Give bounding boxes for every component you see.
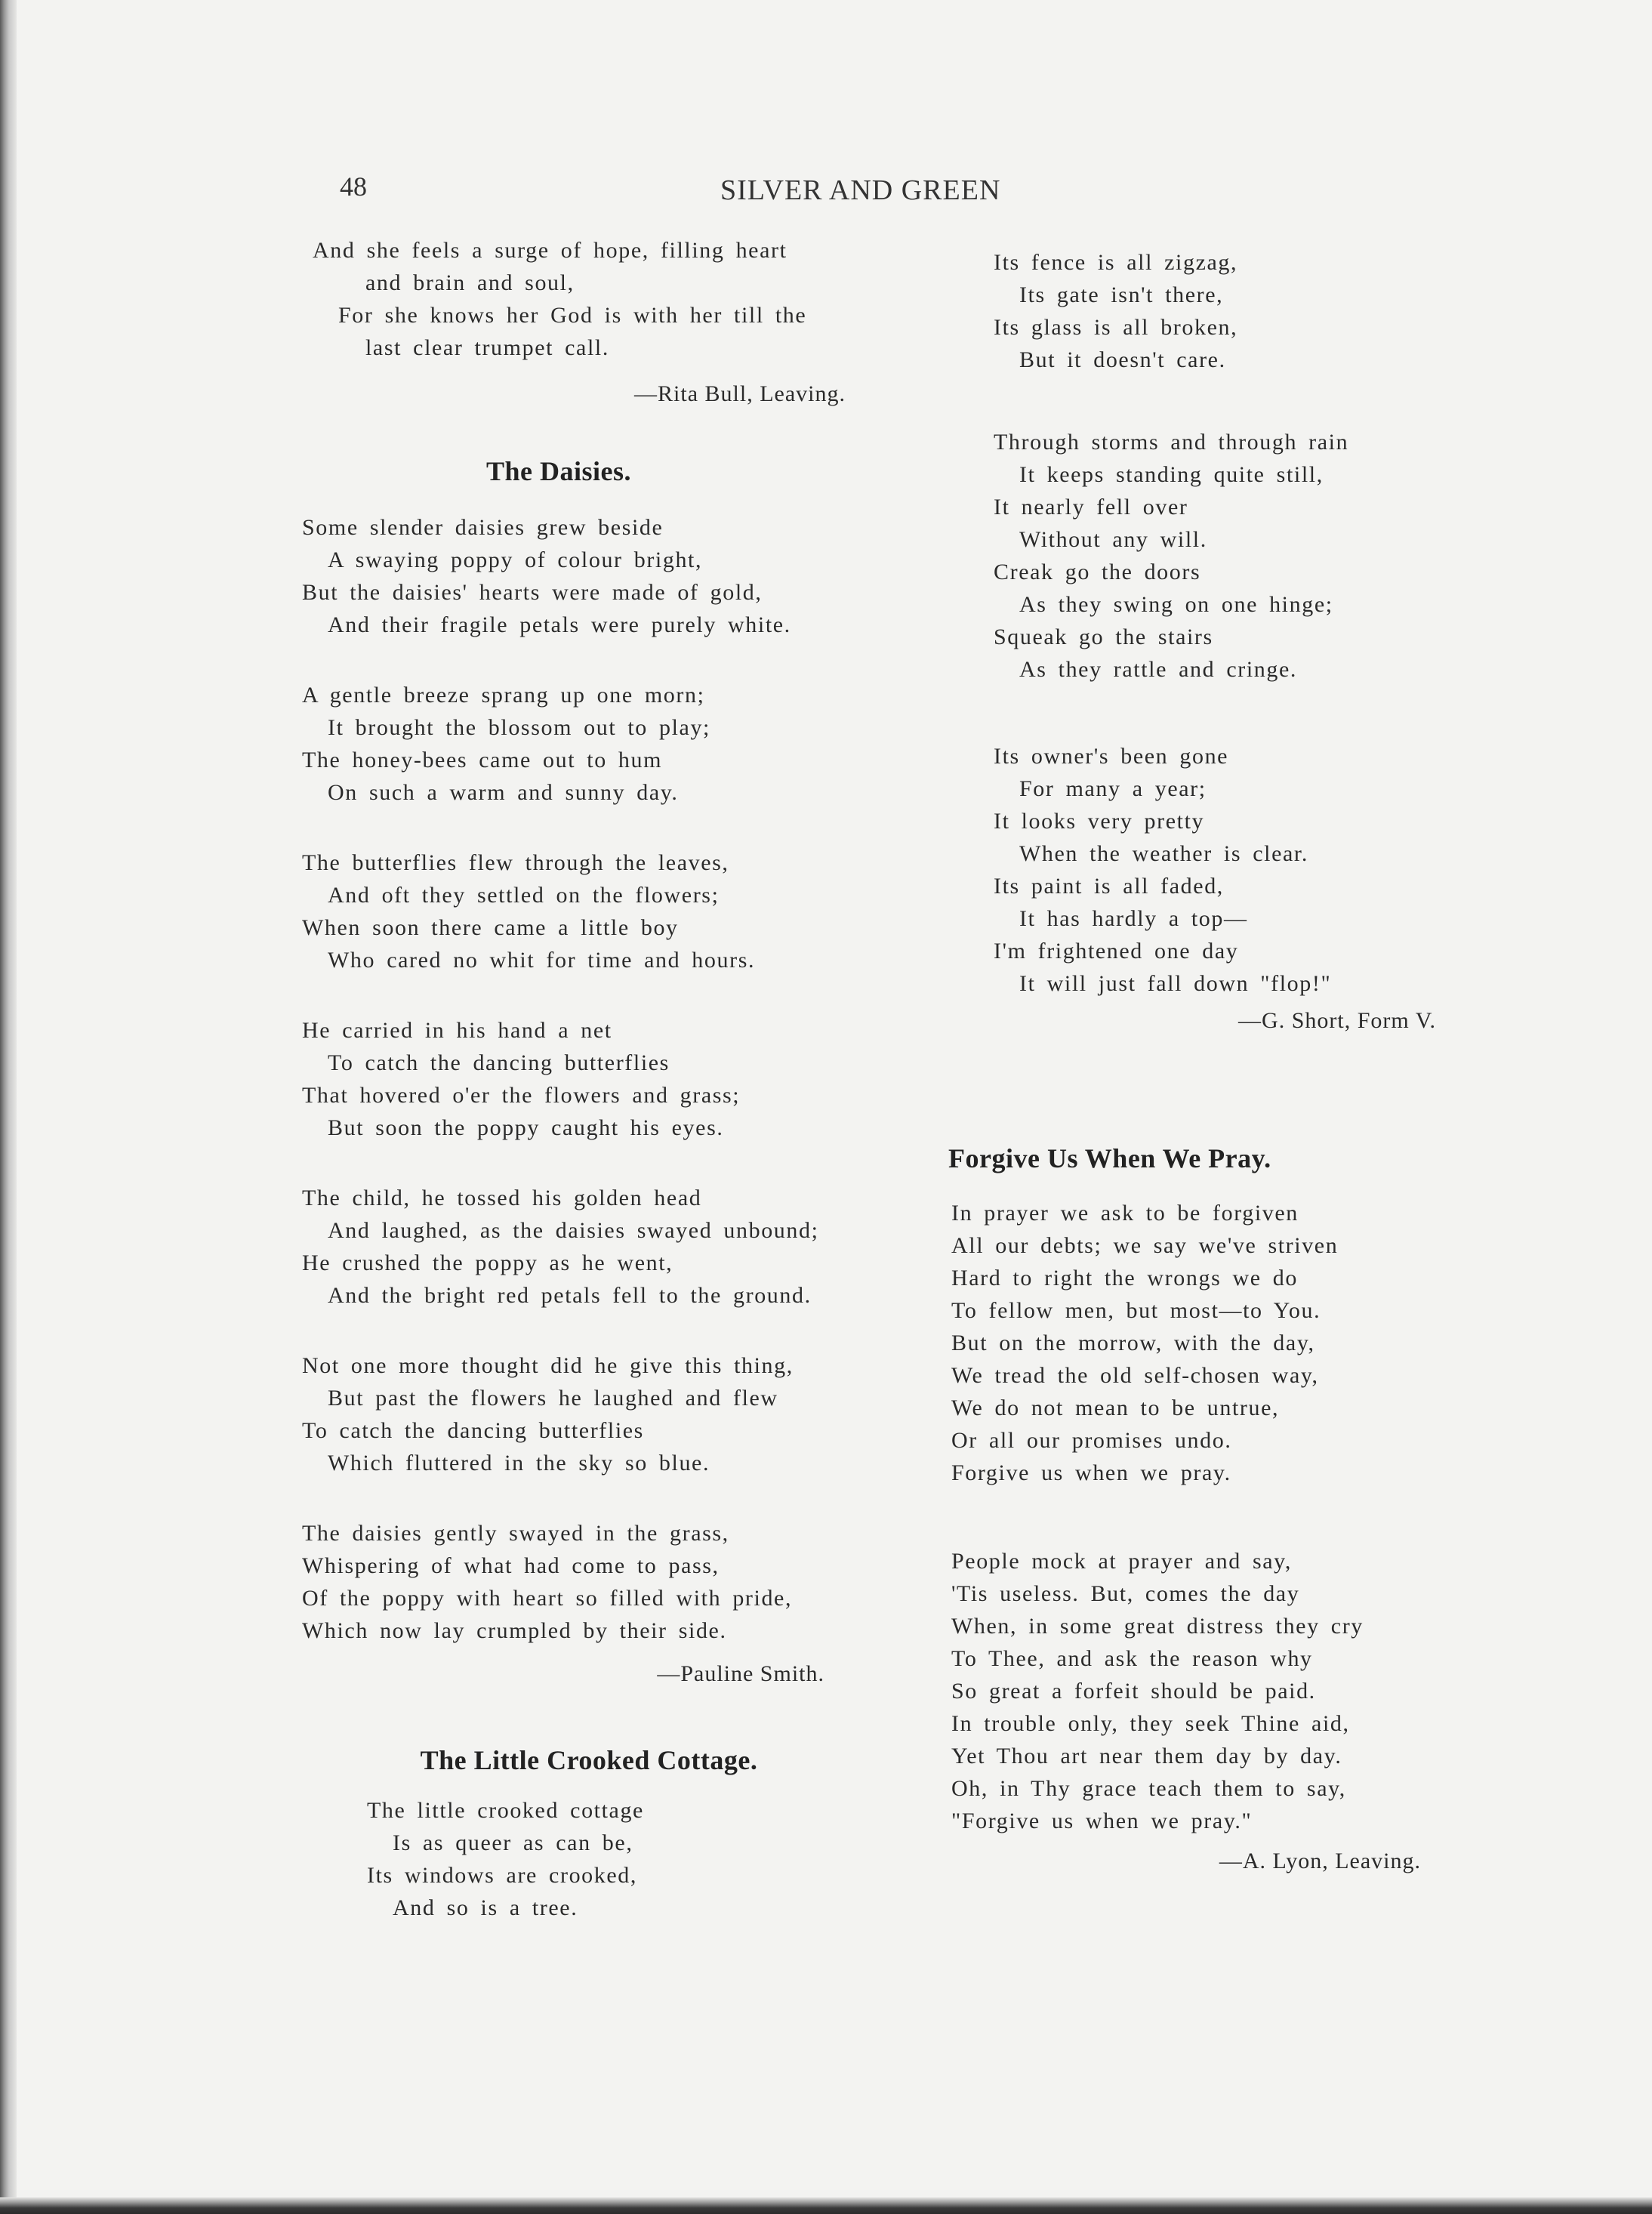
verse-line: He crushed the poppy as he went, [302, 1250, 673, 1275]
verse-line: Creak go the doors [994, 560, 1201, 584]
poem-fragment [287, 234, 891, 364]
verse-line: In prayer we ask to be forgiven [951, 1201, 1299, 1226]
running-title: SILVER AND GREEN [720, 174, 1001, 206]
stanza [994, 740, 1465, 1000]
verse-line: And so is a tree. [393, 1895, 578, 1920]
stanza [302, 1014, 891, 1144]
verse-line: Forgive us when we pray. [951, 1460, 1231, 1485]
verse-line: It brought the blossom out to play; [328, 715, 710, 740]
verse-line: Who cared no whit for time and hours. [328, 948, 756, 973]
verse-line: It looks very pretty [994, 809, 1205, 834]
poem-daisies [287, 511, 891, 1647]
verse-line: On such a warm and sunny day. [328, 780, 679, 805]
attribution: —G. Short, Form V. [1238, 1008, 1436, 1033]
poem-title: The Little Crooked Cottage. [420, 1745, 758, 1775]
verse-line: Squeak go the stairs [994, 624, 1213, 649]
verse-line: For she knows her God is with her till the [338, 303, 807, 328]
verse-line: We do not mean to be untrue, [951, 1395, 1280, 1420]
verse-line: Its windows are crooked, [367, 1863, 637, 1888]
verse-line: The little crooked cottage [367, 1798, 644, 1823]
poem-title: Forgive Us When We Pray. [948, 1143, 1271, 1173]
verse-line: Its glass is all broken, [994, 315, 1238, 340]
verse-line: A gentle breeze sprang up one morn; [302, 683, 705, 708]
verse-line: And oft they settled on the flowers; [328, 883, 720, 908]
verse-line: "Forgive us when we pray." [951, 1809, 1253, 1833]
verse-line: Without any will. [1019, 527, 1207, 552]
verse-line: But on the morrow, with the day, [951, 1331, 1315, 1355]
verse-line: But soon the poppy caught his eyes. [328, 1115, 724, 1140]
verse-line: Not one more thought did he give this thing, [302, 1353, 794, 1378]
stanza [994, 246, 1465, 376]
attribution: —A. Lyon, Leaving. [1219, 1849, 1421, 1873]
poem-cottage-continued [921, 246, 1465, 1000]
verse-line: and brain and soul, [365, 270, 575, 295]
verse-line: But past the flowers he laughed and flew [328, 1386, 778, 1411]
verse-line: When the weather is clear. [1019, 841, 1308, 866]
page-number: 48 [340, 171, 367, 202]
left-column [287, 234, 891, 1924]
verse-line: Some slender daisies grew beside [302, 515, 664, 540]
right-column [921, 246, 1465, 1877]
verse-line: To catch the dancing butterflies [328, 1050, 670, 1075]
poem-title: The Daisies. [485, 456, 631, 486]
verse-line: People mock at prayer and say, [951, 1549, 1292, 1574]
verse-line: last clear trumpet call. [365, 335, 609, 360]
verse-line: That hovered o'er the flowers and grass; [302, 1083, 741, 1108]
verse-line: The butterflies flew through the leaves, [302, 850, 729, 875]
page-edge-shadow [0, 0, 17, 2214]
verse-line: And their fragile petals were purely white. [328, 612, 791, 637]
verse-line: But it doesn't care. [1019, 347, 1226, 372]
verse-line: Is as queer as can be, [393, 1830, 633, 1855]
verse-line: The honey-bees came out to hum [302, 748, 663, 772]
verse-line: Oh, in Thy grace teach them to say, [951, 1776, 1346, 1801]
verse-line: So great a forfeit should be paid. [951, 1679, 1316, 1704]
page-header [340, 171, 1465, 216]
verse-line: But the daisies' hearts were made of gold, [302, 580, 763, 605]
verse-line: I'm frightened one day [994, 939, 1239, 964]
stanza [302, 1517, 891, 1647]
verse-line: Its paint is all faded, [994, 874, 1224, 899]
stanza [302, 511, 891, 641]
verse-line: And laughed, as the daisies swayed unbound; [328, 1218, 819, 1243]
verse-line: And she feels a surge of hope, filling heart [313, 238, 787, 263]
verse-line: A swaying poppy of colour bright, [328, 547, 703, 572]
stanza [994, 426, 1465, 686]
stanza [302, 1182, 891, 1312]
verse-line: It nearly fell over [994, 495, 1188, 520]
verse-line: When, in some great distress they cry [951, 1614, 1364, 1639]
verse-line: As they rattle and cringe. [1019, 657, 1297, 682]
stanza [951, 1545, 1465, 1837]
verse-line: Hard to right the wrongs we do [951, 1266, 1298, 1290]
verse-line: And the bright red petals fell to the ground. [328, 1283, 812, 1308]
verse-line: Whispering of what had come to pass, [302, 1553, 720, 1578]
verse-line: In trouble only, they seek Thine aid, [951, 1711, 1350, 1736]
verse-line: The child, he tossed his golden head [302, 1186, 702, 1210]
verse-line: To catch the dancing butterflies [302, 1418, 644, 1443]
verse-line: Through storms and through rain [994, 430, 1349, 455]
verse-line: It will just fall down "flop!" [1019, 971, 1332, 996]
poem-cottage-start [287, 1794, 891, 1924]
verse-line: As they swing on one hinge; [1019, 592, 1333, 617]
verse-line: Or all our promises undo. [951, 1428, 1232, 1453]
verse-line: For many a year; [1019, 776, 1207, 801]
attribution: —Rita Bull, Leaving. [634, 381, 846, 406]
page-bottom-edge [0, 2197, 1652, 2214]
verse-line: Which fluttered in the sky so blue. [328, 1451, 710, 1475]
verse-line: He carried in his hand a net [302, 1018, 612, 1043]
verse-line: Yet Thou art near them day by day. [951, 1744, 1342, 1768]
stanza [302, 1349, 891, 1479]
verse-line: Its fence is all zigzag, [994, 250, 1238, 275]
verse-line: We tread the old self-chosen way, [951, 1363, 1319, 1388]
verse-line: Which now lay crumpled by their side. [302, 1618, 727, 1643]
stanza [302, 679, 891, 809]
verse-line: The daisies gently swayed in the grass, [302, 1521, 729, 1546]
verse-line: When soon there came a little boy [302, 915, 679, 940]
attribution: —Pauline Smith. [657, 1661, 824, 1686]
verse-line: To fellow men, but most—to You. [951, 1298, 1321, 1323]
stanza [302, 846, 891, 976]
verse-line: To Thee, and ask the reason why [951, 1646, 1313, 1671]
verse-line: All our debts; we say we've striven [951, 1233, 1339, 1258]
poem-forgive [921, 1197, 1465, 1837]
verse-line: Of the poppy with heart so filled with pride, [302, 1586, 793, 1611]
verse-line: It has hardly a top— [1019, 906, 1248, 931]
verse-line: It keeps standing quite still, [1019, 462, 1324, 487]
stanza [951, 1197, 1465, 1489]
verse-line: Its owner's been gone [994, 744, 1229, 769]
verse-line: Its gate isn't there, [1019, 282, 1224, 307]
verse-line: 'Tis useless. But, comes the day [951, 1581, 1300, 1606]
